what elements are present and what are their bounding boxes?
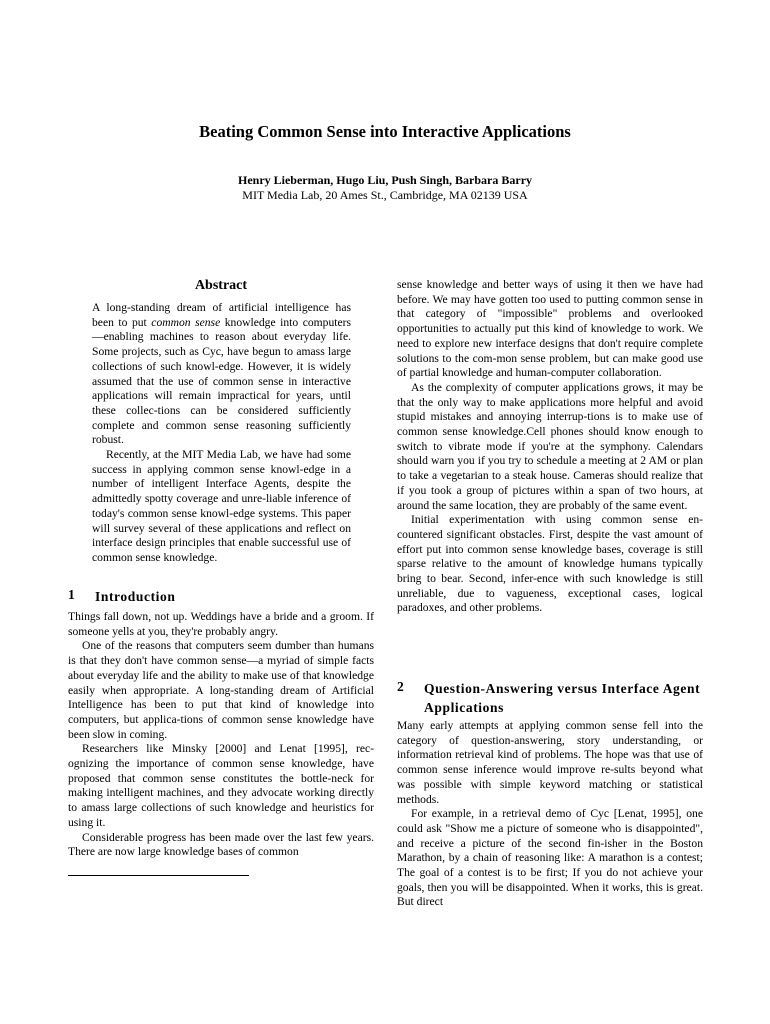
right-column-body bbox=[397, 278, 703, 616]
body-paragraph: Researchers like Minsky [2000] and Lenat [1995], rec-ognizing the importance of common sense knowledge, have proposed that common sense constitutes the bottle-neck for making intelligent machines, and they advocate working directly to amass large collections of such knowledge and heuristics for using it. bbox=[68, 742, 374, 829]
body-paragraph: One of the reasons that computers seem dumber than humans is that they don't have common sense—a myriad of simple facts about everyday life and the ability to make use of that knowledge easily when appropriate. A long-standing dream of Artificial Intelligence has been to put that kind of knowledge into computers, but applica-tions of common sense knowledge have been slow in coming. bbox=[68, 639, 374, 741]
author-list: Henry Lieberman, Hugo Liu, Push Singh, Barbara Barry bbox=[237, 173, 533, 187]
section-title: Question-Answering versus Interface Agent Applications bbox=[424, 681, 701, 715]
abstract-heading: Abstract bbox=[194, 278, 248, 293]
section-heading-question-answering bbox=[397, 679, 703, 717]
abstract-paragraph: A long-standing dream of artificial intelligence has been to put common sense knowledge into computers—enabling machines to reason about everyday life. Some projects, such as Cyc, have begun to amass large collections of such knowl-edge. However, it is widely assumed that the use of common sense in interactive applications will remain impractical for years, until these collec-tions can be considered sufficiently complete and common sense reasoning sufficiently robust. bbox=[92, 301, 351, 447]
footnote-divider bbox=[68, 875, 249, 876]
body-paragraph: As the complexity of computer applications grows, it may be that the only way to make applications more helpful and avoid stupid mistakes and annoying interrup-tions is to make use of common sense knowledge.Cell phones should know enough to switch to vibrate mode if you're at the symphony. Calendars should warn you if you try to schedule a meeting at 2 AM or plan to take a vegetarian to a steak house. Cameras should realize that if you took a group of pictures within a span of two hours, at around the same location, they are probably of the same event. bbox=[397, 380, 703, 512]
body-paragraph: Things fall down, not up. Weddings have a bride and a groom. If someone yells at you, they're probably angry. bbox=[68, 610, 374, 638]
body-paragraph: Many early attempts at applying common sense fell into the category of question-answering, story understanding, or information retrieval kind of problems. The hope was that use of common sense inference would improve re-sults beyond what was possible with simple keyword matching or statistical methods. bbox=[397, 719, 703, 806]
body-paragraph: sense knowledge and better ways of using it then we have had before. We may have gotten too used to putting common sense in that category of "impossible" problems and overlooked opportunities to actually put this kind of knowledge to work. We need to explore new interface designs that don't require complete solutions to the com-mon sense problem, but can make good use of partial knowledge and human-computer collaboration. bbox=[397, 278, 703, 380]
section-number: 2 bbox=[397, 679, 405, 694]
abstract-body bbox=[92, 301, 351, 566]
emphasized-term: common sense bbox=[151, 315, 221, 329]
introduction-body bbox=[68, 610, 374, 860]
author-affiliation: MIT Media Lab, 20 Ames St., Cambridge, MA 02139 USA bbox=[242, 188, 528, 202]
body-paragraph: For example, in a retrieval demo of Cyc [Lenat, 1995], one could ask "Show me a picture of someone who is disappointed", and receive a picture of the second fin-isher in the Boston Marathon, by a chain of reasoning like: A marathon is a contest; The goal of a contest is to be first; If you do not achieve your goals, then you will be disappointed. When it works, this is great. But direct bbox=[397, 807, 703, 909]
body-paragraph: Initial experimentation with using common sense en-countered significant obstacles. First, despite the vast amount of effort put into common sense knowledge bases, coverage is still sparse relative to the amount of knowledge humans typically bring to bear. Second, infer-ence with such knowledge is still unreliable, due to vagueness, exceptional cases, logical paradoxes, and other problems. bbox=[397, 513, 703, 615]
section2-body bbox=[397, 719, 703, 910]
section-heading-introduction bbox=[68, 587, 374, 606]
section-title: Introduction bbox=[95, 589, 176, 604]
paper-title: Beating Common Sense into Interactive Applications bbox=[199, 122, 571, 141]
body-paragraph: Considerable progress has been made over the last few years. There are now large knowledge bases of common bbox=[68, 830, 374, 859]
abstract-paragraph: Recently, at the MIT Media Lab, we have had some success in applying common sense knowl-edge in a number of intelligent Interface Agents, despite the admittedly spotty coverage and unre-liable inference of today's common sense knowl-edge systems. This paper will survey several of these applications and reflect on interface design principles that enable successful use of common sense knowledge. bbox=[92, 448, 351, 564]
section-number: 1 bbox=[68, 587, 76, 602]
